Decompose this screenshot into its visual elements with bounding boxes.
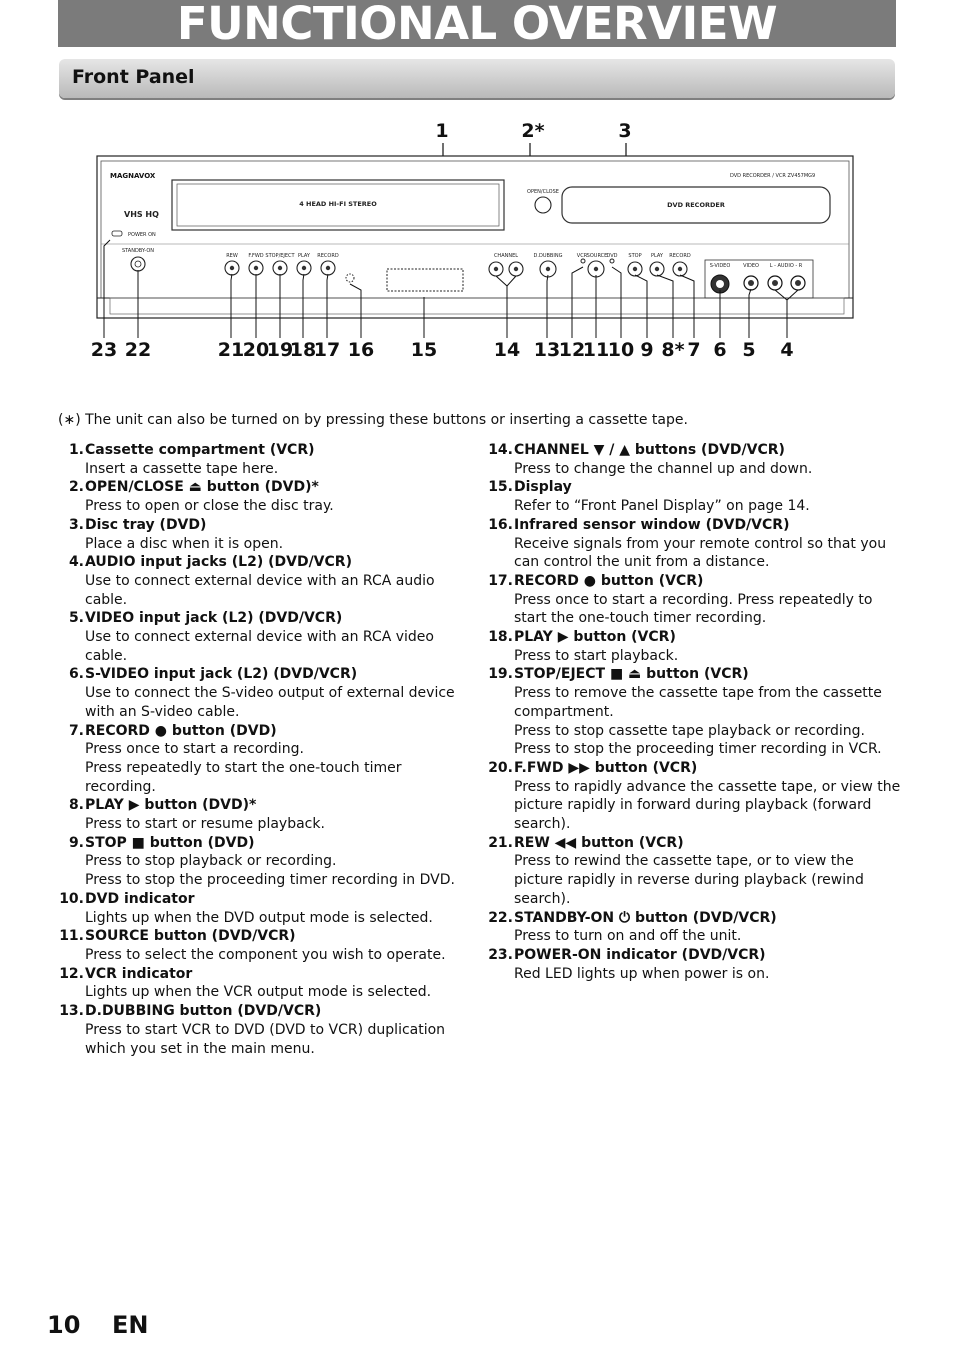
callout-4: 4 [780,339,794,361]
section-title: Front Panel [72,66,195,88]
svg-text:VIDEO: VIDEO [743,263,759,269]
callout-18: 18 [289,339,317,361]
item-number: 8. [68,797,84,814]
item-heading: STANDBY-ON ⏻ button (DVD/VCR) [514,909,777,926]
item-10 [58,890,468,927]
item-heading: STOP/EJECT ■ ⏏ button (VCR) [514,666,749,683]
item-number: 5. [68,610,84,627]
vcr-indicator-label: VCR [576,253,588,259]
item-description: Receive signals from your remote control so that you can control the unit from a distance. [514,535,887,571]
open-close-button[interactable] [535,197,551,213]
item-heading: RECORD ● button (DVD) [85,722,277,739]
item-description: Press to start or resume playback. [85,816,325,833]
item-6 [58,665,468,721]
power-note: (∗) The unit can also be turned on by pressing these buttons or inserting a cassette tape. [58,412,688,428]
item-heading: SOURCE button (DVD/VCR) [85,928,296,945]
record-dvd-label: RECORD [669,253,691,259]
item-heading: POWER-ON indicator (DVD/VCR) [514,946,766,963]
item-1 [58,441,468,478]
item-description: Press to open or close the disc tray. [85,498,334,515]
callout-3: 3 [618,120,632,142]
callout-6: 6 [713,339,727,361]
item-number: 6. [68,666,84,683]
callout-5: 5 [742,339,756,361]
item-description: Press repeatedly to start the one-touch timer recording. [85,759,402,795]
item-description: Refer to “Front Panel Display” on page 14. [514,498,810,515]
dvd-indicator-label: DVD [606,253,618,259]
item-description: Press to stop the proceeding timer recording in VCR. [514,741,882,758]
svg-text:OPEN/CLOSE: OPEN/CLOSE [527,189,559,195]
language-label: EN [112,1311,149,1339]
item-number: 1. [68,442,84,458]
item-heading: PLAY ▶ button (VCR) [514,629,676,646]
item-number: 2. [68,479,84,496]
item-description: Press to stop the proceeding timer recording in DVD. [85,872,455,889]
title-bar [58,0,896,50]
item-heading: PLAY ▶ button (DVD)* [85,797,257,814]
item-number: 13. [59,1003,84,1020]
item-number: 11. [59,928,84,945]
item-description: Press to turn on and off the unit. [514,928,742,945]
item-number: 3. [68,516,84,533]
callout-10: 10 [607,339,635,361]
item-heading: Cassette compartment (VCR) [85,442,315,458]
item-number: 16. [488,516,513,533]
model-label: DVD RECORDER / VCR ZV457MG9 [730,173,816,179]
item-description: Press to select the component you wish to operate. [85,946,446,963]
item-description: Press to start VCR to DVD (DVD to VCR) duplication which you set in the main menu. [85,1021,446,1057]
dubbing-label: D.DUBBING [533,253,563,259]
vhs-logo: VHS HQ [124,210,159,219]
item-4 [58,553,468,609]
item-5 [58,609,468,665]
item-description: Press once to start a recording. [85,741,304,758]
item-description: Use to connect external device with an RCA video cable. [85,629,434,664]
power-on-indicator [112,231,122,236]
item-heading: DVD indicator [85,890,195,907]
callout-8: 8* [661,339,685,361]
callout-2: 2* [521,120,545,142]
item-17 [487,572,907,628]
item-heading: Display [514,479,572,496]
item-11 [58,927,468,964]
item-heading: Disc tray (DVD) [85,516,207,533]
item-description: Use to connect the S-video output of external device with an S-video cable. [85,685,455,720]
page-number: 10 [47,1311,81,1339]
section-header [59,59,895,98]
brand-logo: MAGNAVOX [110,172,156,180]
item-description: Press to stop playback or recording. [85,853,337,870]
svg-text:STANDBY-ON: STANDBY-ON [121,248,155,254]
item-heading: Infrared sensor window (DVD/VCR) [514,516,790,533]
item-20 [487,759,907,834]
item-9 [58,834,468,890]
standby-on-button[interactable] [131,257,145,271]
callout-12: 12 [558,339,586,361]
item-13 [58,1002,468,1058]
front-panel-diagram [0,110,954,370]
item-heading: F.FWD ▶▶ button (VCR) [514,759,698,776]
ffwd-vcr-button-label: F.FWD [248,253,264,259]
item-12 [58,965,468,1002]
dvd-tray-label: DVD RECORDER [667,201,725,209]
item-number: 22. [488,909,513,926]
item-description: Lights up when the DVD output mode is selected. [85,909,433,926]
callout-13: 13 [533,339,561,361]
svg-text:S-VIDEO: S-VIDEO [709,263,731,269]
item-description: Red LED lights up when power is on. [514,965,770,982]
item-number: 19. [488,666,513,683]
item-22 [487,909,907,946]
item-number: 10. [59,890,84,907]
record-vcr-button-label: RECORD [317,253,339,259]
item-number: 17. [488,572,513,589]
item-description: Lights up when the VCR output mode is selected. [85,984,432,1001]
item-number: 12. [59,965,84,982]
item-description: Press to start playback. [514,647,679,664]
callout-9: 9 [640,339,654,361]
item-heading: VIDEO input jack (L2) (DVD/VCR) [85,610,343,627]
callout-19: 19 [266,339,294,361]
item-heading: CHANNEL ▼ / ▲ buttons (DVD/VCR) [514,442,785,458]
item-description: Press to rapidly advance the cassette tape, or view the picture rapidly in forward during playback (forward search). [514,778,901,833]
item-14 [487,441,907,478]
vcr-slot-label: 4 HEAD HI-FI STEREO [299,200,377,208]
item-18 [487,628,907,665]
callout-11: 11 [582,339,610,361]
callout-15: 15 [410,339,438,361]
item-number: 15. [488,479,513,496]
item-description: Press to stop cassette tape playback or recording. [514,722,865,739]
item-number: 7. [68,722,84,739]
item-number: 23. [488,946,513,963]
svg-text:POWER ON: POWER ON [128,232,156,238]
stop-dvd-label: STOP [628,253,642,259]
callout-1: 1 [435,120,449,142]
item-heading: STOP ■ button (DVD) [85,834,255,851]
item-description: Press once to start a recording. Press repeatedly to start the one-touch timer recording. [514,591,873,627]
item-description: Insert a cassette tape here. [85,460,279,477]
item-heading: VCR indicator [85,965,193,982]
item-number: 18. [488,629,513,646]
callout-14: 14 [493,339,521,361]
play-dvd-label: PLAY [650,253,664,259]
item-number: 20. [488,759,513,776]
item-number: 4. [68,554,84,571]
item-heading: AUDIO input jacks (L2) (DVD/VCR) [85,554,352,571]
item-description: Press to rewind the cassette tape, or to view the picture rapidly in reverse during playback (rewind search). [514,853,864,907]
item-heading: S-VIDEO input jack (L2) (DVD/VCR) [85,666,358,683]
source-label: SOURCE [586,253,608,259]
item-heading: REW ◀◀ button (VCR) [514,834,684,851]
item-number: 9. [68,834,84,851]
callout-23: 23 [90,339,118,361]
page-title: FUNCTIONAL OVERVIEW [176,0,778,50]
callout-17: 17 [313,339,341,361]
item-description: Press to remove the cassette tape from the cassette compartment. [514,685,882,720]
item-7 [58,722,468,797]
item-description: Press to change the channel up and down. [514,460,813,477]
svg-text:L - AUDIO - R: L - AUDIO - R [769,263,803,269]
item-21 [487,834,907,909]
callout-21: 21 [217,339,245,361]
stop-eject-vcr-button-label: STOP/EJECT [265,253,295,259]
channel-label: CHANNEL [493,253,519,259]
item-number: 14. [488,442,513,458]
item-3 [58,516,468,553]
item-description: Place a disc when it is open. [85,535,284,552]
items-right-column [487,441,907,983]
item-heading: RECORD ● button (VCR) [514,572,704,589]
item-23 [487,946,907,983]
play-vcr-button-label: PLAY [297,253,311,259]
callout-20: 20 [242,339,270,361]
item-2 [58,478,468,515]
callout-16: 16 [347,339,375,361]
item-number: 21. [488,834,513,851]
item-heading: D.DUBBING button (DVD/VCR) [85,1003,322,1020]
item-heading: OPEN/CLOSE ⏏ button (DVD)* [85,479,319,496]
items-left-column [58,441,468,1058]
rew-vcr-button-label: REW [226,253,238,259]
item-15 [487,478,907,515]
item-19 [487,665,907,759]
callout-22: 22 [124,339,152,361]
callout-7: 7 [687,339,701,361]
item-16 [487,516,907,572]
item-8 [58,796,468,833]
item-description: Use to connect external device with an RCA audio cable. [85,572,435,608]
